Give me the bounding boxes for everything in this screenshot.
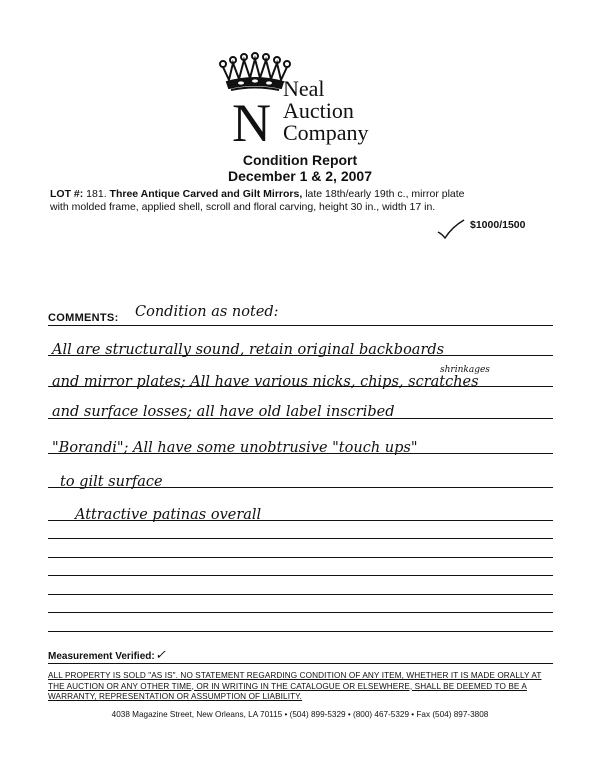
comment-line: and mirror plates; All have various nicks, chips, scratches [52, 374, 479, 390]
ruled-line [48, 612, 553, 613]
ruled-line [48, 557, 553, 558]
ruled-line [48, 631, 553, 632]
logo-initial: N [232, 93, 271, 153]
lot-description-line2: with molded frame, applied shell, scroll and floral carving, height 30 in., width 17 in. [50, 200, 436, 213]
ruled-line [48, 355, 553, 356]
lot-description-line1: late 18th/early 19th c., mirror plate [305, 188, 465, 200]
comments-label: COMMENTS: [48, 312, 119, 324]
lot-label: LOT #: [50, 188, 84, 200]
lot-number: 181. [86, 188, 107, 200]
comment-line: All are structurally sound, retain original backboards [52, 342, 445, 358]
comment-line: to gilt surface [60, 474, 163, 490]
comment-insertion: shrinkages [440, 365, 490, 375]
comment-line: and surface losses; all have old label inscribed [52, 404, 395, 420]
ruled-line [48, 575, 553, 576]
ruled-line [48, 325, 553, 326]
company-name-line2: Auction [283, 98, 354, 123]
footer-address: 4038 Magazine Street, New Orleans, LA 70115 • (504) 899-5329 • (800) 467-5329 • Fax (504) 897-3808 [111, 710, 489, 719]
company-name-line3: Company [283, 120, 369, 145]
ruled-line [48, 520, 553, 521]
lot-name: Three Antique Carved and Gilt Mirrors, [109, 188, 303, 200]
lot-estimate: $1000/1500 [470, 219, 526, 231]
report-title: Condition Report [242, 152, 358, 168]
ruled-line [48, 487, 553, 488]
comment-line: Condition as noted: [135, 304, 279, 320]
ruled-line [48, 418, 553, 419]
comment-line: "Borandi"; All have some unobtrusive "touch ups" [52, 440, 418, 456]
checkmark-icon [436, 218, 466, 240]
lot-description [50, 188, 558, 213]
measurement-verified-mark: ✓ [155, 648, 166, 663]
ruled-line [48, 538, 553, 539]
ruled-line [48, 453, 553, 454]
comment-line: Attractive patinas overall [75, 507, 262, 523]
company-name [283, 78, 369, 144]
ruled-line [48, 386, 553, 387]
ruled-line [48, 594, 553, 595]
measurement-label: Measurement Verified: [48, 651, 155, 662]
ruled-line [48, 663, 553, 664]
disclaimer: ALL PROPERTY IS SOLD "AS IS". NO STATEMENT REGARDING CONDITION OF ANY ITEM, WHETHER IT IS MADE ORALLY AT THE AUCTION OR ANY OTHER TIME, OR IN WRITING IN THE CATALOGUE OR ELSEWHERE, SHALL BE DEEMED TO BE A WARRANTY, REPRESENTATION OR ASSUMPTION OF LIABILITY. [48, 671, 542, 701]
company-name-line1: Neal [283, 76, 325, 101]
report-dates: December 1 & 2, 2007 [228, 168, 372, 184]
